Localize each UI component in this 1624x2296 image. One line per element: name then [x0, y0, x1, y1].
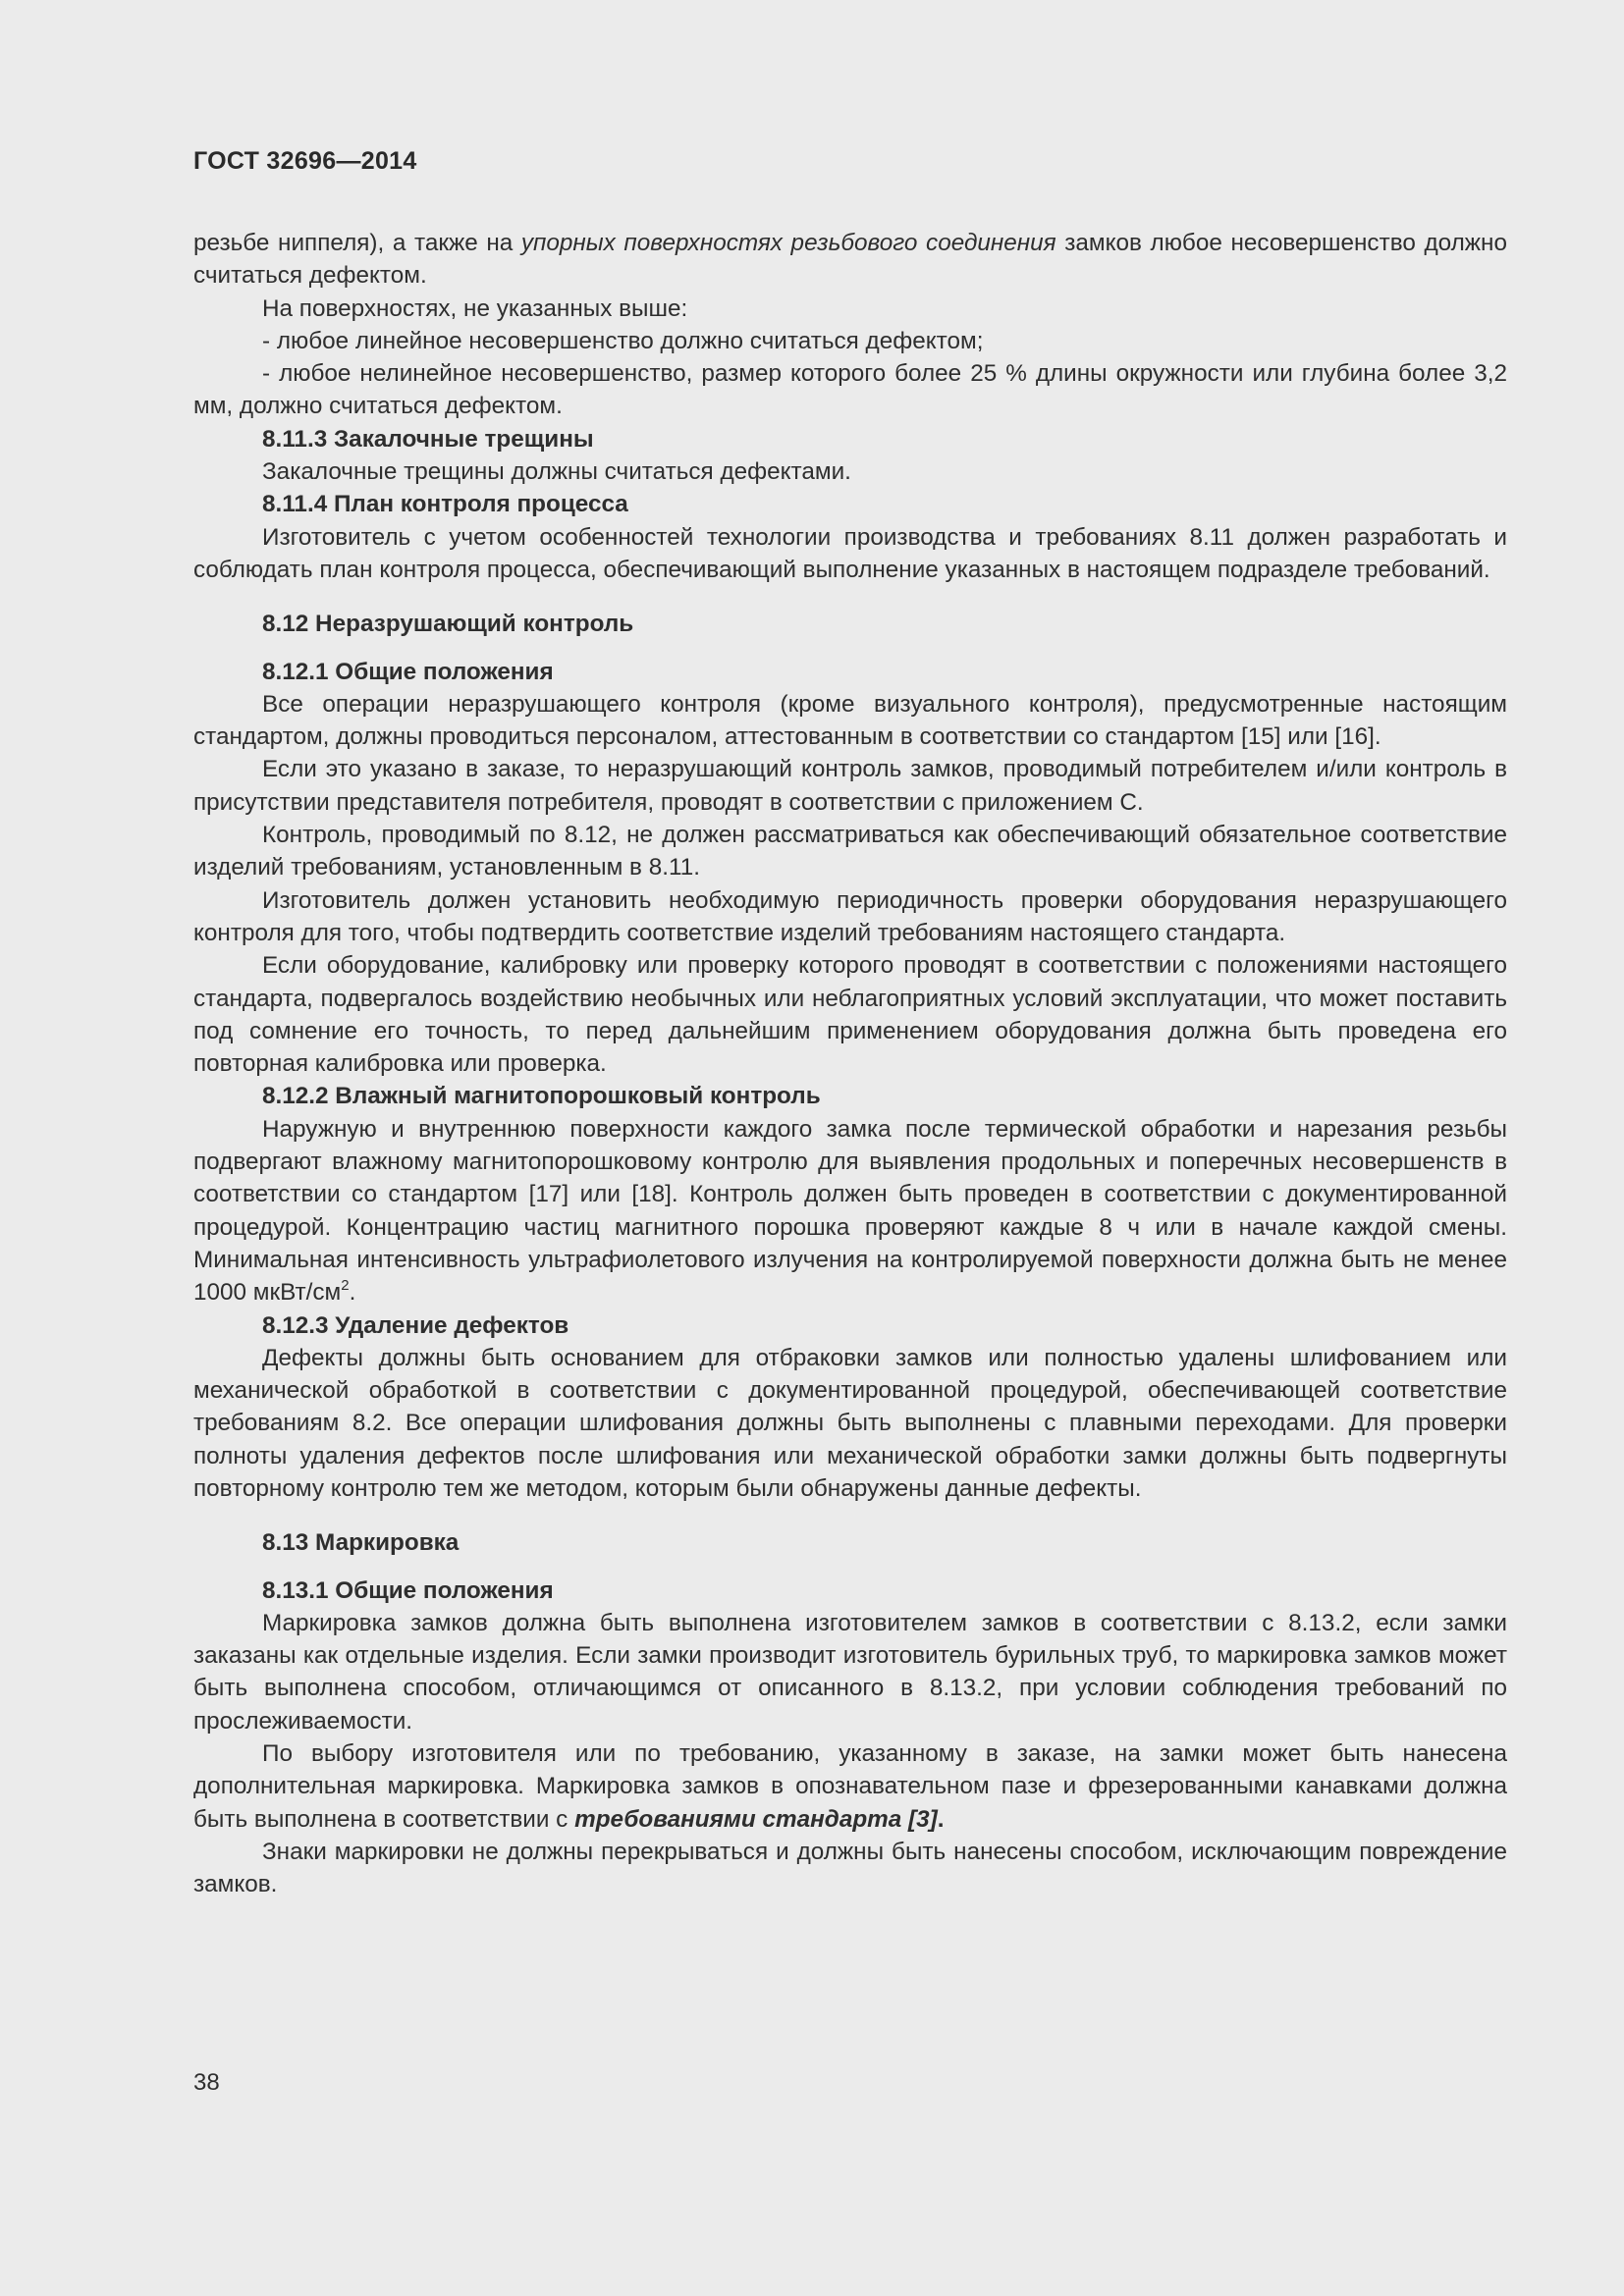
subsection-heading-8-13-1: 8.13.1 Общие положения	[262, 1576, 554, 1604]
paragraph: Контроль, проводимый по 8.12, не должен рассматриваться как обеспечивающий обязательное соответствие изделий требованиям, установленным в 8.11.	[193, 822, 1507, 881]
section-heading-8-12: 8.12 Неразрушающий контроль	[262, 611, 634, 638]
paragraph-text: Наружную и внутреннюю поверхности каждого замка после термической обработки и нарезания резьбы подвергают влажному магнитопорошковому контролю для выявления продольных и поперечных несовершенств в соответствии со стандартом [17] или [18]. Контроль должен быть проведен в соответствии с документированной процедурой. Концентрацию частиц магнитного порошка проверяют каждые 8 ч или в начале каждой смены. Минимальная интенсивность ультрафиолетового излучения на контролируемой поверхности должна быть не менее 1000 мкВт/см	[193, 1115, 1507, 1307]
paragraph-text: резьбе ниппеля), а также на	[193, 230, 521, 256]
section-heading-8-13: 8.13 Маркировка	[262, 1529, 460, 1557]
paragraph: На поверхностях, не указанных выше:	[262, 294, 688, 322]
page-number: 38	[193, 2069, 220, 2096]
superscript: 2	[341, 1277, 350, 1295]
subsection-heading-8-12-3: 8.12.3 Удаление дефектов	[262, 1311, 569, 1339]
emphasis-text: упорных поверхностях резьбового соединения	[520, 230, 1056, 256]
paragraph: Дефекты должны быть основанием для отбраковки замков или полностью удалены шлифованием или механической обработкой в соответствии с документированной процедурой, обеспечивающей соответствие требованиям 8.2. Все операции шлифования должны быть выполнены с плавными переходами. Для проверки полноты удаления дефектов после шлифования или механической обработки замки должны быть подвергнуты повторному контролю тем же методом, которым были обнаружены данные дефекты.	[193, 1344, 1507, 1502]
paragraph-text: По выбору изготовителя или по требованию, указанному в заказе, на замки может быть нанесена дополнительная маркировка. Маркировка замков в опознавательном пазе и фрезерованными канавками должна быть выполнена в соответствии с	[193, 1740, 1507, 1833]
paragraph-end: .	[349, 1279, 356, 1307]
paragraph: Все операции неразрушающего контроля (кроме визуального контроля), предусмотренные настоящим стандартом, должны проводиться персоналом, аттестованным в соответствии со стандартом [15] или [16].	[193, 690, 1507, 751]
paragraph: Маркировка замков должна быть выполнена изготовителем замков в соответствии с 8.13.2, если замки заказаны как отдельные изделия. Если замки производит изготовитель бурильных труб, то маркировка замков может быть выполнена способом, отличающимся от описанного в 8.13.2, при условии соблюдения требований по прослеживаемости.	[193, 1609, 1507, 1735]
paragraph: Если оборудование, калибровку или проверку которого проводят в соответствии с положениями настоящего стандарта, подвергалось воздействию необычных или неблагоприятных условий эксплуатации, что может поставить под сомнение его точность, то перед дальнейшим применением оборудования должна быть проведена его повторная калибровка или проверка.	[193, 952, 1507, 1078]
paragraph	[193, 1737, 1507, 1836]
paragraph	[193, 1113, 1507, 1309]
subsection-heading-8-12-2: 8.12.2 Влажный магнитопорошковый контроль	[262, 1083, 821, 1110]
paragraph: Изготовитель должен установить необходимую периодичность проверки оборудования неразрушающего контроля для того, чтобы подтвердить соответствие изделий требованиям настоящего стандарта.	[193, 886, 1507, 946]
paragraph: Изготовитель с учетом особенностей технологии производства и требованиях 8.11 должен разработать и соблюдать план контроля процесса, обеспечивающий выполнение указанных в настоящем подразделе требований.	[193, 523, 1507, 583]
document-body	[193, 227, 1507, 1901]
paragraph: Закалочные трещины должны считаться дефектами.	[262, 458, 851, 486]
emphasis-text: требованиями стандарта [3]	[574, 1805, 938, 1833]
paragraph: Если это указано в заказе, то неразрушающий контроль замков, проводимый потребителем и/или контроль в присутствии представителя потребителя, проводят в соответствии с приложением С.	[193, 756, 1507, 816]
paragraph: Знаки маркировки не должны перекрываться и должны быть нанесены способом, исключающим повреждение замков.	[193, 1838, 1507, 1898]
list-item: - любое нелинейное несовершенство, размер которого более 25 % длины окружности или глубина более 3,2 мм, должно считаться дефектом.	[193, 360, 1507, 420]
list-item: - любое линейное несовершенство должно считаться дефектом;	[262, 327, 984, 354]
subsection-heading-8-12-1: 8.12.1 Общие положения	[262, 658, 554, 685]
paragraph-end: .	[937, 1805, 945, 1833]
paragraph-text: замков любое несовершенство должно считаться дефектом.	[193, 230, 1507, 290]
subsection-heading-8-11-3: 8.11.3 Закалочные трещины	[262, 425, 594, 453]
paragraph-continuation	[193, 227, 1507, 293]
subsection-heading-8-11-4: 8.11.4 План контроля процесса	[262, 491, 628, 518]
document-header: ГОСТ 32696—2014	[193, 147, 417, 175]
